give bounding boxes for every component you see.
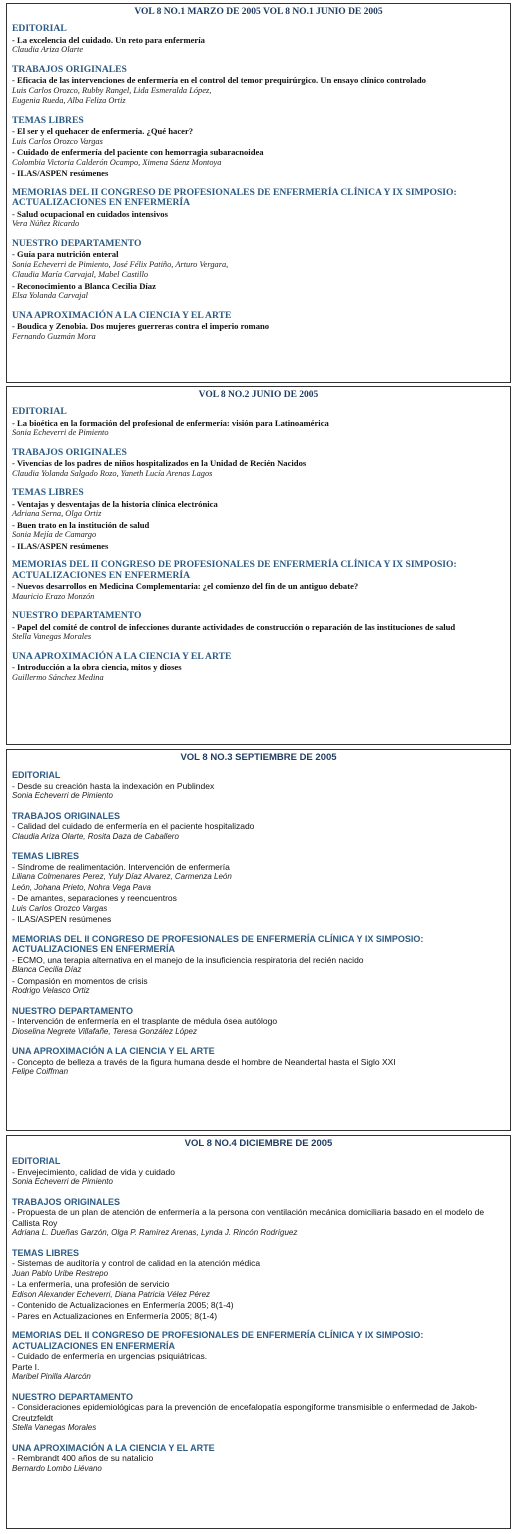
article-title: - Intervención de enfermería en el trasplante de médula ósea autólogo (12, 1016, 278, 1026)
issue-heading: VOL 8 NO.3 SEPTIEMBRE DE 2005 (180, 752, 337, 763)
section-title: TRABAJOS ORIGINALES (12, 446, 127, 458)
article-authors: Liliana Colmenares Perez, Yuly Díaz Alvarez, Carmenza León (12, 872, 232, 881)
issue-box (6, 386, 511, 745)
section-title: EDITORIAL (12, 1156, 61, 1166)
article-title: - Concepto de belleza a través de la figura humana desde el hombre de Neandertal hasta el Siglo XXI (12, 1056, 396, 1067)
article-authors: Felipe Coiffman (12, 1067, 69, 1076)
article-title: - Rembrandt 400 años de su natalicio (12, 1453, 154, 1463)
article-title: - Papel del comité de control de infecciones durante actividades de construcción o reparación de las instituciones de salud (12, 621, 456, 632)
section-title: NUESTRO DEPARTAMENTO (12, 237, 142, 249)
article-title: - Desde su creación hasta la indexación en Publindex (12, 780, 215, 791)
article-title: - Salud ocupacional en cuidados intensivos (12, 208, 168, 219)
article-authors: Maribel Pinilla Alarcón (12, 1372, 91, 1381)
section-trabajos-originales (12, 448, 505, 480)
article-title: - ILAS/ASPEN resúmenes (12, 914, 112, 924)
article-authors: Luis Carlos Orozco Vargas (12, 903, 108, 913)
article-title: - Eficacia de las intervenciones de enfermería en el control del temor prequirúrgico. Un ensayo clínico controlado (12, 75, 426, 85)
section-title: UNA APROXIMACIÓN A LA CIENCIA Y EL ARTE (12, 1046, 215, 1056)
article-authors: Claudia María Carvajal, Mabel Castillo (12, 270, 149, 279)
article-title: - Cuidado de enfermería del paciente con hemorragia subaracnoidea (12, 147, 264, 157)
article-title: - El ser y el quehacer de enfermería. ¿Qué hacer? (12, 126, 194, 136)
article-title: - Buen trato en la institución de salud (12, 519, 150, 530)
article-authors: Sonia Echeverri de Pimiento, José Félix Patiño, Arturo Vergara, (12, 259, 229, 269)
issue-box (6, 749, 511, 1131)
article-authors: Sonia Mejía de Camargo (12, 530, 97, 539)
section-title: TEMAS LIBRES (12, 114, 84, 126)
section-title: EDITORIAL (12, 23, 67, 34)
section-memorias-congreso (12, 934, 505, 997)
section-title: UNA APROXIMACIÓN A LA CIENCIA Y EL ARTE (12, 650, 232, 662)
section-nuestro-departamento (12, 1392, 505, 1434)
article-authors: Rodrigo Velasco Ortiz (12, 986, 90, 995)
section-title: MEMORIAS DEL II CONGRESO DE PROFESIONALES DE ENFERMERÍA CLÍNICA Y IX SIMPOSIO: ACTUALIZACIONES EN ENFERMERÍA (12, 559, 457, 581)
article-authors: Dioselina Negrete Villafañe, Teresa González López (12, 1026, 198, 1036)
article-title: - La enfermería, una profesión de servicio (12, 1279, 170, 1289)
article-authors: León, Johana Prieto, Nohra Vega Pava (12, 882, 151, 892)
article-authors: Bernardo Lombo Liévano (12, 1463, 102, 1473)
section-trabajos-originales (12, 65, 505, 107)
article-authors: Luis Carlos Orozco, Rubby Rangel, Lida Esmeralda López, (12, 85, 212, 95)
article-title: - Consideraciones epidemiológicas para la prevención de encefalopatía espongiforme transmisible o enfermedad de Jakob-Creutzfeldt (12, 1402, 478, 1423)
article-title: - Guía para nutrición enteral (12, 249, 119, 259)
section-title: NUESTRO DEPARTAMENTO (12, 610, 142, 621)
article-authors: Guillermo Sánchez Medina (12, 672, 104, 682)
section-title: EDITORIAL (12, 770, 61, 780)
section-title: TEMAS LIBRES (12, 487, 84, 498)
article-title: - Pares en Actualizaciones en Enfermería 2005; 8(1-4) (12, 1310, 218, 1321)
section-ciencia-y-arte (12, 652, 505, 684)
article-authors: Vera Núñez Ricardo (12, 219, 80, 228)
article-title: - ILAS/ASPEN resúmenes (12, 540, 109, 551)
article-title: - Boudica y Zenobia. Dos mujeres guerreras contra el imperio romano (12, 321, 270, 331)
section-memorias-congreso (12, 188, 505, 230)
section-title: TEMAS LIBRES (12, 851, 80, 861)
section-title: NUESTRO DEPARTAMENTO (12, 1391, 134, 1402)
article-title: - De amantes, separaciones y reencuentros (12, 893, 177, 903)
article-title: - Reconocimiento a Blanca Cecilia Díaz (12, 280, 156, 291)
article-authors: Elsa Yolanda Carvajal (12, 291, 89, 300)
article-authors: Sonia Echeverri de Pimiento (12, 791, 113, 800)
issue-heading: VOL 8 NO.2 JUNIO DE 2005 (198, 390, 319, 400)
section-editorial (12, 770, 505, 802)
article-authors: Colombia Victoria Calderón Ocampo, Ximena Sáenz Montoya (12, 157, 222, 167)
article-authors: Sonia Echeverri de Pimiento (12, 428, 109, 437)
article-title: - Propuesta de un plan de atención de enfermería a la persona con ventilación mecánica domiciliaria basado en el modelo de Callista Roy (12, 1207, 485, 1228)
article-authors: Luis Carlos Orozco Vargas (12, 136, 103, 146)
article-title: Parte I. (12, 1361, 40, 1372)
article-authors: Edison Alexander Echeverri, Diana Patricia Vélez Pérez (12, 1289, 211, 1299)
section-ciencia-y-arte (12, 1443, 505, 1475)
issue-box (6, 3, 511, 383)
section-memorias-congreso (12, 1330, 505, 1383)
section-ciencia-y-arte (12, 1046, 505, 1078)
article-authors: Claudia Ariza Olarte (12, 45, 84, 54)
article-title: - Síndrome de realimentación. Intervención de enfermería (12, 861, 230, 872)
article-authors: Stella Vanegas Morales (12, 632, 92, 641)
issue-heading: VOL 8 NO.4 DICIEMBRE DE 2005 (184, 1138, 333, 1149)
section-title: MEMORIAS DEL II CONGRESO DE PROFESIONALES DE ENFERMERÍA CLÍNICA Y IX SIMPOSIO: ACTUALIZACIONES EN ENFERMERÍA (12, 1330, 424, 1351)
section-nuestro-departamento (12, 239, 505, 302)
section-title: TRABAJOS ORIGINALES (12, 63, 127, 75)
section-memorias-congreso (12, 560, 505, 602)
section-title: TRABAJOS ORIGINALES (12, 810, 121, 821)
article-authors: Juan Pablo Uribe Restrepo (12, 1268, 109, 1278)
section-title: NUESTRO DEPARTAMENTO (12, 1005, 134, 1016)
section-title: EDITORIAL (12, 406, 67, 417)
article-title: - Nuevos desarrollos en Medicina Complementaria: ¿el comienzo del fin de un antiguo debate? (12, 581, 359, 591)
section-trabajos-originales (12, 1197, 505, 1239)
section-title: MEMORIAS DEL II CONGRESO DE PROFESIONALES DE ENFERMERÍA CLÍNICA Y IX SIMPOSIO: ACTUALIZACIONES EN ENFERMERÍA (12, 933, 424, 954)
article-authors: Adriana L. Dueñas Garzón, Olga P. Ramírez Arenas, Lynda J. Rincón Rodríguez (12, 1228, 298, 1237)
article-title: - La excelencia del cuidado. Un reto para enfermería (12, 34, 205, 45)
section-trabajos-originales (12, 811, 505, 843)
article-title: - Vivencias de los padres de niños hospitalizados en la Unidad de Recién Nacidos (12, 458, 307, 468)
section-temas-libres (12, 851, 505, 925)
section-nuestro-departamento (12, 611, 505, 643)
section-editorial (12, 407, 505, 439)
article-title: - La bioética en la formación del profesional de enfermería: visión para Latinoamérica (12, 417, 329, 428)
section-title: TEMAS LIBRES (12, 1247, 80, 1258)
section-ciencia-y-arte (12, 311, 505, 343)
article-authors: Stella Vanegas Morales (12, 1423, 97, 1432)
section-temas-libres (12, 488, 505, 551)
article-authors: Claudia Ariza Olarte, Rosita Daza de Caballero (12, 831, 179, 841)
section-editorial (12, 24, 505, 56)
article-authors: Eugenia Rueda, Alba Feliza Ortiz (12, 96, 126, 105)
article-title: - ECMO, una terapia alternativa en el manejo de la insuficiencia respiratoria del recién nacido (12, 954, 364, 965)
section-temas-libres (12, 1248, 505, 1322)
article-title: - Cuidado de enfermería en urgencias psiquiátricas. (12, 1351, 208, 1361)
article-authors: Mauricio Erazo Monzón (12, 591, 95, 601)
article-title: - Sistemas de auditoría y control de calidad en la atención médica (12, 1258, 261, 1268)
article-authors: Sonia Echeverri de Pimiento (12, 1177, 113, 1186)
article-title: - Contenido de Actualizaciones en Enfermería 2005; 8(1-4) (12, 1300, 234, 1310)
article-title: - ILAS/ASPEN resúmenes (12, 168, 109, 178)
section-title: UNA APROXIMACIÓN A LA CIENCIA Y EL ARTE (12, 309, 232, 321)
issue-box (6, 1135, 511, 1529)
article-authors: Adriana Serna, Olga Ortiz (12, 509, 102, 518)
section-title: MEMORIAS DEL II CONGRESO DE PROFESIONALES DE ENFERMERÍA CLÍNICA Y IX SIMPOSIO: ACTUALIZACIONES EN ENFERMERÍA (12, 186, 457, 208)
article-title: - Compasión en momentos de crisis (12, 975, 148, 986)
article-title: - Ventajas y desventajas de la historia clínica electrónica (12, 498, 218, 509)
section-title: UNA APROXIMACIÓN A LA CIENCIA Y EL ARTE (12, 1442, 215, 1453)
article-authors: Claudia Yolanda Salgado Rozo, Yaneth Lucía Arenas Lagos (12, 468, 213, 478)
issue-heading: VOL 8 NO.1 MARZO DE 2005 VOL 8 NO.1 JUNIO DE 2005 (134, 7, 383, 17)
section-editorial (12, 1156, 505, 1188)
section-title: TRABAJOS ORIGINALES (12, 1196, 121, 1207)
article-title: - Introducción a la obra ciencia, mitos y dioses (12, 662, 182, 672)
article-authors: Fernando Guzmán Mora (12, 331, 96, 341)
article-title: - Envejecimiento, calidad de vida y cuidado (12, 1166, 176, 1177)
section-nuestro-departamento (12, 1006, 505, 1038)
section-temas-libres (12, 116, 505, 179)
article-title: - Calidad del cuidado de enfermería en el paciente hospitalizado (12, 821, 255, 831)
article-authors: Blanca Cecilia Díaz (12, 965, 82, 974)
